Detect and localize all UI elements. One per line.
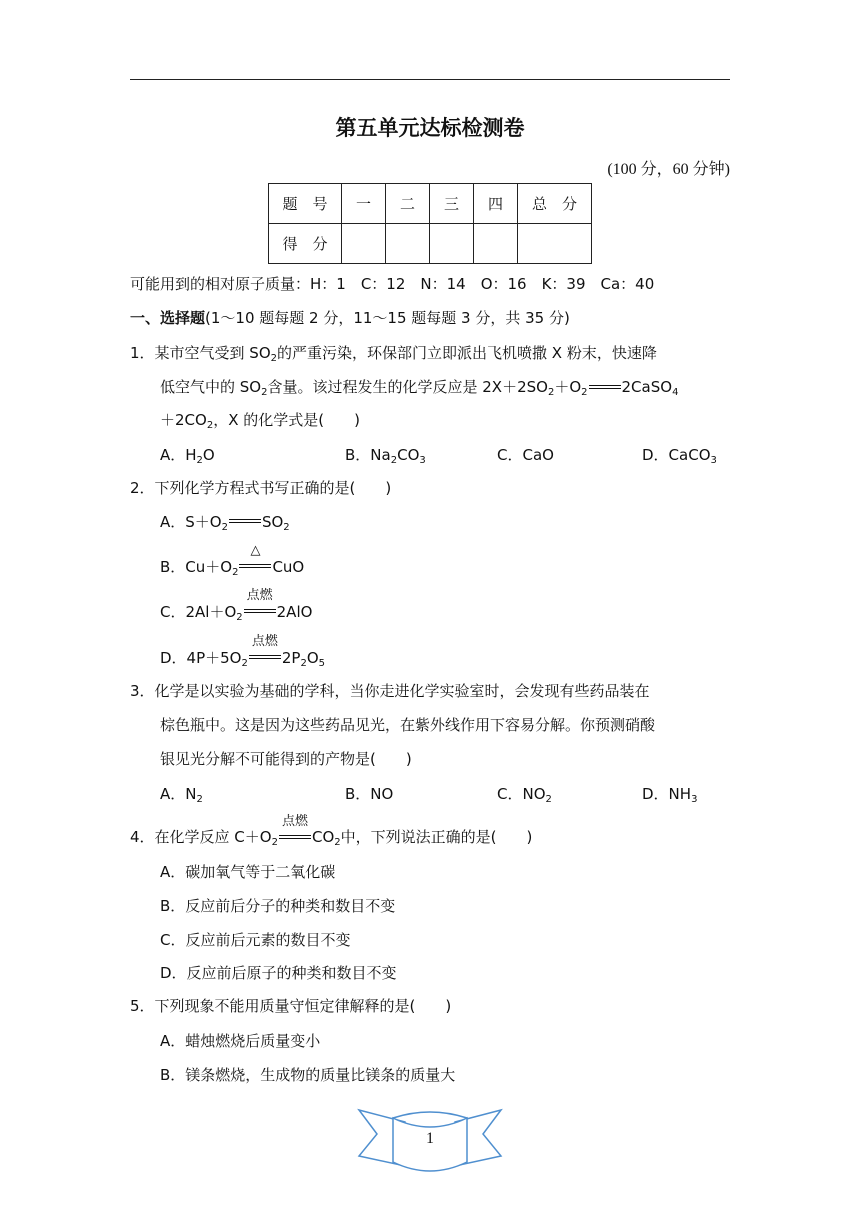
q5-option-b[interactable]: B．镁条燃烧，生成物的质量比镁条的质量大 [160,1066,456,1084]
subscript: 2 [261,387,268,398]
subscript: 5 [318,658,326,669]
q1-option-c[interactable] [497,444,554,465]
option-text: SO [261,513,284,531]
equals-sign-ignite [248,634,282,667]
option-text: B．NO [345,785,394,803]
option-text: O [202,446,215,464]
option-text: D．CaCO [642,446,711,464]
subscript: 2 [196,794,203,805]
q1-text: ＋2CO [160,411,207,429]
page-title: 第五单元达标检测卷 [335,116,525,140]
q4-option-d[interactable]: D．反应前后原子的种类和数目不变 [160,964,397,982]
subscript: 2 [547,387,555,398]
option-text: CuO [272,558,305,576]
q2-stem: 2．下列化学方程式书写正确的是( ) [130,479,392,497]
q1-line-3 [160,410,360,430]
q3-line-1: 3．化学是以实验为基础的学科，当你走进化学实验室时，会发现有些药品装在 [130,682,650,700]
score-input-4[interactable] [474,224,518,264]
score-table [268,183,592,264]
q1-option-a[interactable] [160,444,215,465]
ignite-condition: 点燃 [251,634,278,649]
subscript: 2 [206,420,214,431]
subscript: 2 [241,658,248,669]
section-heading [130,308,570,328]
option-text: 2P [281,649,301,667]
q3-option-a[interactable] [160,783,203,804]
page-number: 1 [426,1130,434,1147]
equals-sign [588,377,622,397]
ignite-condition: 点燃 [281,814,308,829]
score-cell-part-4: 四 [474,184,518,224]
option-text: D．NH [642,785,692,803]
q3-option-c[interactable] [497,783,552,804]
q4-text: 4．在化学反应 C＋O [130,828,272,846]
q1-text: 2CaSO [621,378,673,396]
section-title: 一、选择题 [130,309,206,327]
score-row-label: 得 分 [269,224,342,264]
q4-stem [130,814,533,848]
q1-text: ＋O [554,378,582,396]
q3-option-b[interactable] [345,783,393,804]
q2-option-b[interactable] [160,543,305,578]
q1-line-1 [130,343,657,363]
option-text: C．NO [497,785,546,803]
q2-option-a[interactable] [160,511,290,532]
subscript: 2 [581,387,588,398]
option-text: C．2Al＋O [160,603,237,621]
subscript: 3 [691,794,698,805]
q5-stem: 5．下列现象不能用质量守恒定律解释的是( ) [130,997,452,1015]
q1-text: ，X 的化学式是( ) [213,411,360,429]
q4-option-c[interactable]: C．反应前后元素的数目不变 [160,931,351,949]
subscript: 3 [710,455,717,466]
option-text: C．CaO [497,446,554,464]
subscript: 2 [300,658,307,669]
score-input-2[interactable] [386,224,430,264]
subscript: 2 [221,522,228,533]
score-input-3[interactable] [430,224,474,264]
score-cell-part-2: 二 [386,184,430,224]
ribbon-top-curve [393,1112,467,1118]
score-cell-total: 总 分 [518,184,592,224]
q2-option-c[interactable] [160,588,313,623]
option-text: D．4P＋5O [160,649,242,667]
option-text: 2AlO [276,603,313,621]
q4-option-b[interactable]: B．反应前后分子的种类和数目不变 [160,897,396,915]
q1-option-d[interactable] [642,444,717,465]
option-text: A．H [160,446,197,464]
q1-option-b[interactable] [345,444,426,465]
time-info: (100 分，60 分钟) [607,161,730,178]
ignite-condition: 点燃 [246,588,273,603]
score-input-total[interactable] [518,224,592,264]
equals-sign-ignite [243,588,277,621]
option-text: A．S＋O [160,513,222,531]
score-cell-part-1: 一 [342,184,386,224]
subscript: 2 [236,612,243,623]
option-text: A．N [160,785,197,803]
subscript: 2 [232,567,239,578]
subscript: 2 [545,794,552,805]
option-text: B．Na [345,446,391,464]
q5-option-a[interactable]: A．蜡烛燃烧后质量变小 [160,1032,321,1050]
subscript: 4 [672,387,679,398]
option-text: CO [397,446,420,464]
score-cell-label: 题 号 [269,184,342,224]
q3-line-2: 棕色瓶中。这是因为这些药品见光，在紫外线作用下容易分解。你预测硝酸 [160,716,656,734]
q2-option-d[interactable] [160,634,326,669]
q4-text: 中，下列说法正确的是( ) [340,828,533,846]
q1-text: 低空气中的 SO [160,378,262,396]
subscript: 2 [196,455,203,466]
subscript: 2 [334,837,341,848]
option-text: O [306,649,319,667]
q1-text: 1．某市空气受到 SO [130,344,271,362]
q3-option-d[interactable] [642,783,697,804]
section-note: (1～10 题每题 2 分，11～15 题每题 3 分，共 35 分) [205,309,570,327]
subscript: 2 [270,353,278,364]
q4-option-a[interactable]: A．碳加氧气等于二氧化碳 [160,863,336,881]
q1-line-2 [160,377,678,397]
q4-text: CO [311,828,335,846]
q3-line-3: 银见光分解不可能得到的产物是( ) [160,750,412,768]
heat-condition: △ [250,543,261,558]
subscript: 3 [419,455,426,466]
score-cell-part-3: 三 [430,184,474,224]
q1-text: 的严重污染，环保部门立即派出飞机喷撒 X 粉末，快速降 [277,344,657,362]
equals-sign-heat [238,543,272,576]
score-input-1[interactable] [342,224,386,264]
q1-text: 含量。该过程发生的化学反应是 2X＋2SO [267,378,548,396]
score-table-header-row [269,184,592,224]
subscript: 2 [283,522,290,533]
option-text: B．Cu＋O [160,558,233,576]
subscript: 2 [271,837,278,848]
equals-sign-ignite [278,814,312,847]
subscript: 2 [390,455,398,466]
equals-sign [228,511,262,531]
score-table-score-row [269,224,592,264]
top-rule [130,79,730,80]
atomic-mass-note: 可能用到的相对原子质量：H：1 C：12 N：14 O：16 K：39 Ca：40 [130,275,655,293]
